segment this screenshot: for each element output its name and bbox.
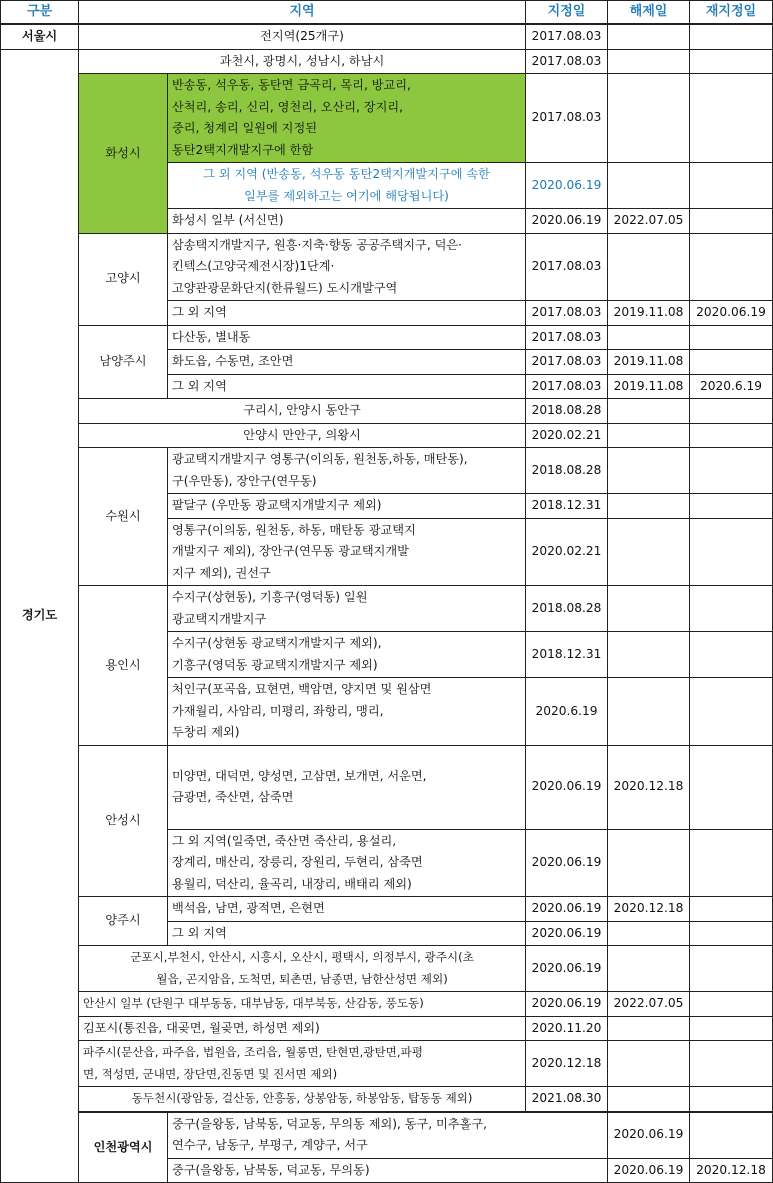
redesignated-date xyxy=(690,49,773,74)
lifted-date xyxy=(608,518,690,586)
redesignated-date: 2020.6.19 xyxy=(690,374,773,399)
redesignated-date xyxy=(690,1016,773,1041)
table-row xyxy=(1,24,773,49)
category-gyeonggi: 경기도 xyxy=(1,49,79,1183)
designated-date: 2017.08.03 xyxy=(526,49,608,74)
lifted-date: 2020.12.18 xyxy=(690,1158,773,1183)
designated-date: 2020.06.19 xyxy=(526,921,608,946)
region-cell: 중구(을왕동, 남북동, 덕교동, 무의동) xyxy=(168,1158,608,1183)
table-row xyxy=(1,992,773,1017)
redesignated-date xyxy=(690,632,773,678)
region-cell: 영통구(이의동, 원천동, 하동, 매탄동 광교택지 개발지구 제외), 장안구(연무동 광교택지개발 지구 제외), 권선구 xyxy=(168,518,526,586)
redesignated-date xyxy=(690,992,773,1017)
city-namyangju: 남양주시 xyxy=(79,325,168,399)
lifted-date: 2022.07.05 xyxy=(608,992,690,1017)
region-cell: 안양시 만안구, 의왕시 xyxy=(79,423,526,448)
region-cell: 팔달구 (우만동 광교택지개발지구 제외) xyxy=(168,494,526,519)
table-row xyxy=(1,74,773,163)
header-lifted: 해제일 xyxy=(608,1,690,25)
region-cell: 다산동, 별내동 xyxy=(168,325,526,350)
region-cell: 수지구(상현동), 기흥구(영덕동) 일원 광교택지개발지구 xyxy=(168,586,526,632)
region-cell: 김포시(통진읍, 대곶면, 월곶면, 하성면 제외) xyxy=(79,1016,526,1041)
designated-date: 2020.11.20 xyxy=(526,1016,608,1041)
designated-date: 2020.06.19 xyxy=(526,897,608,922)
category-incheon: 인천광역시 xyxy=(79,1112,168,1183)
region-cell: 그 외 지역 xyxy=(168,374,526,399)
lifted-date xyxy=(608,49,690,74)
city-hwaseong: 화성시 xyxy=(79,74,168,234)
region-cell: 미양면, 대덕면, 양성면, 고삼면, 보개면, 서운면, 금광면, 죽산면, 삼죽면 xyxy=(168,745,526,829)
region-cell: 반송동, 석우동, 동탄면 금곡리, 목리, 방교리, 산척리, 송리, 신리, 영천리, 오산리, 장지리, 중리, 청계리 일원에 지정된 동탄2택지개발지구에 한함 xyxy=(168,74,526,163)
redesignated-date xyxy=(690,74,773,163)
redesignated-date xyxy=(690,423,773,448)
lifted-date xyxy=(608,494,690,519)
redesignated-date xyxy=(690,24,773,49)
lifted-date: 2022.07.05 xyxy=(608,209,690,234)
region-cell: 그 외 지역(일죽면, 죽산면 죽산리, 용설리, 장계리, 매산리, 장릉리, 장원리, 두현리, 삼죽면 용월리, 덕산리, 율곡리, 내장리, 배태리 제외) xyxy=(168,829,526,897)
table-row xyxy=(1,745,773,829)
lifted-date xyxy=(608,946,690,992)
header-row xyxy=(1,1,773,25)
table-row xyxy=(1,448,773,494)
designated-date: 2020.06.19 xyxy=(608,1112,690,1159)
designated-date: 2020.12.18 xyxy=(526,1041,608,1087)
designated-date: 2020.06.19 xyxy=(526,163,608,209)
designated-date: 2020.06.19 xyxy=(526,992,608,1017)
designated-date: 2017.08.03 xyxy=(526,350,608,375)
header-redesignated: 재지정일 xyxy=(690,1,773,25)
region-cell: 구리시, 안양시 동안구 xyxy=(79,399,526,424)
designated-date: 2018.08.28 xyxy=(526,399,608,424)
lifted-date: 2019.11.08 xyxy=(608,374,690,399)
designated-date: 2017.08.03 xyxy=(526,233,608,301)
lifted-date: 2019.11.08 xyxy=(608,350,690,375)
redesignated-date xyxy=(690,1041,773,1087)
designated-date: 2020.06.19 xyxy=(526,209,608,234)
region-cell: 안산시 일부 (단원구 대부동동, 대부남동, 대부북동, 산감동, 풍도동) xyxy=(79,992,526,1017)
designated-date: 2017.08.03 xyxy=(526,24,608,49)
lifted-date: 2019.11.08 xyxy=(608,301,690,326)
table-row xyxy=(1,586,773,632)
header-designated: 지정일 xyxy=(526,1,608,25)
lifted-date: 2020.12.18 xyxy=(608,745,690,829)
redesignated-date xyxy=(690,325,773,350)
lifted-date xyxy=(690,1112,773,1159)
region-cell: 화성시 일부 (서신면) xyxy=(168,209,526,234)
redesignated-date xyxy=(690,163,773,209)
lifted-date xyxy=(608,1087,690,1112)
redesignated-date xyxy=(690,829,773,897)
table-row xyxy=(1,399,773,424)
region-cell: 삼송택지개발지구, 원흥·지축·향동 공공주택지구, 덕은· 킨텍스(고양국제전시장)1단계· 고양관광문화단지(한류월드) 도시개발구역 xyxy=(168,233,526,301)
region-cell: 처인구(포곡읍, 묘현면, 백암면, 양지면 및 원삼면 가재월리, 사암리, 미평리, 좌항리, 맹리, 두창리 제외) xyxy=(168,678,526,746)
table-row xyxy=(1,1041,773,1087)
lifted-date xyxy=(608,325,690,350)
redesignated-date xyxy=(690,946,773,992)
redesignated-date xyxy=(690,678,773,746)
designated-date: 2017.08.03 xyxy=(526,374,608,399)
lifted-date xyxy=(608,448,690,494)
region-cell: 전지역(25개구) xyxy=(79,24,526,49)
designated-date: 2020.06.19 xyxy=(526,745,608,829)
region-cell: 광교택지개발지구 영통구(이의동, 원천동,하동, 매탄동), 구(우만동), 장안구(연무동) xyxy=(168,448,526,494)
table-row xyxy=(1,49,773,74)
lifted-date xyxy=(608,678,690,746)
redesignated-date xyxy=(690,350,773,375)
lifted-date xyxy=(608,423,690,448)
region-cell: 파주시(문산읍, 파주읍, 법원읍, 조리읍, 월롱면, 탄현면,광탄면,파평 면, 적성면, 군내면, 장단면,진동면 및 진서면 제외) xyxy=(79,1041,526,1087)
region-cell: 그 외 지역 xyxy=(168,921,526,946)
designated-date: 2020.06.19 xyxy=(608,1158,690,1183)
redesignated-date xyxy=(690,921,773,946)
redesignated-date xyxy=(690,586,773,632)
region-cell: 중구(을왕동, 남북동, 덕교동, 무의동 제외), 동구, 미추홀구, 연수구, 남동구, 부평구, 계양구, 서구 xyxy=(168,1112,608,1159)
designated-date: 2018.08.28 xyxy=(526,448,608,494)
lifted-date xyxy=(608,1041,690,1087)
lifted-date xyxy=(608,921,690,946)
redesignated-date xyxy=(690,518,773,586)
city-anseong: 안성시 xyxy=(79,745,168,897)
table-row xyxy=(1,1016,773,1041)
redesignated-date: 2020.06.19 xyxy=(690,301,773,326)
category-seoul: 서울시 xyxy=(1,24,79,49)
redesignated-date xyxy=(690,209,773,234)
redesignated-date xyxy=(690,897,773,922)
lifted-date: 2020.12.18 xyxy=(608,897,690,922)
redesignated-date xyxy=(690,745,773,829)
designated-date: 2020.6.19 xyxy=(526,678,608,746)
table-row xyxy=(1,1087,773,1112)
redesignated-date xyxy=(690,399,773,424)
redesignated-date xyxy=(690,494,773,519)
lifted-date xyxy=(608,24,690,49)
designated-date: 2017.08.03 xyxy=(526,325,608,350)
region-cell: 수지구(상현동 광교택지개발지구 제외), 기흥구(영덕동 광교택지개발지구 제외) xyxy=(168,632,526,678)
designated-date: 2017.08.03 xyxy=(526,301,608,326)
table-row xyxy=(1,325,773,350)
table-row xyxy=(1,1112,773,1159)
table-row xyxy=(1,897,773,922)
designated-date: 2018.12.31 xyxy=(526,494,608,519)
region-cell: 백석읍, 남면, 광적면, 은현면 xyxy=(168,897,526,922)
lifted-date xyxy=(608,1016,690,1041)
city-yongin: 용인시 xyxy=(79,586,168,746)
header-category: 구분 xyxy=(1,1,79,25)
lifted-date xyxy=(608,829,690,897)
table-row xyxy=(1,233,773,301)
designated-date: 2020.02.21 xyxy=(526,518,608,586)
table-row xyxy=(1,946,773,992)
header-region: 지역 xyxy=(79,1,526,25)
lifted-date xyxy=(608,163,690,209)
city-suwon: 수원시 xyxy=(79,448,168,586)
lifted-date xyxy=(608,74,690,163)
lifted-date xyxy=(608,632,690,678)
redesignated-date xyxy=(690,233,773,301)
redesignated-date xyxy=(690,448,773,494)
region-cell: 군포시,부천시, 안산시, 시흥시, 오산시, 평택시, 의정부시, 광주시(초 월읍, 곤지암읍, 도척면, 퇴촌면, 남종면, 남한산성면 제외) xyxy=(79,946,526,992)
designated-date: 2021.08.30 xyxy=(526,1087,608,1112)
designated-date: 2020.06.19 xyxy=(526,946,608,992)
designated-date: 2020.06.19 xyxy=(526,829,608,897)
city-goyang: 고양시 xyxy=(79,233,168,325)
lifted-date xyxy=(608,233,690,301)
region-cell: 과천시, 광명시, 성남시, 하남시 xyxy=(79,49,526,74)
designated-date: 2020.02.21 xyxy=(526,423,608,448)
city-yangju: 양주시 xyxy=(79,897,168,946)
redesignated-date xyxy=(690,1087,773,1112)
region-cell: 화도읍, 수동면, 조안면 xyxy=(168,350,526,375)
designated-date: 2018.12.31 xyxy=(526,632,608,678)
region-cell: 그 외 지역 xyxy=(168,301,526,326)
lifted-date xyxy=(608,399,690,424)
designated-date: 2017.08.03 xyxy=(526,74,608,163)
region-cell: 동두천시(광암동, 걸산동, 안흥동, 상봉암동, 하봉암동, 탑동동 제외) xyxy=(79,1087,526,1112)
region-cell: 그 외 지역 (반송동, 석우동 동탄2택지개발지구에 속한 일부를 제외하고는 여기에 해당됩니다) xyxy=(168,163,526,209)
lifted-date xyxy=(608,586,690,632)
table-row xyxy=(1,423,773,448)
designated-date: 2018.08.28 xyxy=(526,586,608,632)
